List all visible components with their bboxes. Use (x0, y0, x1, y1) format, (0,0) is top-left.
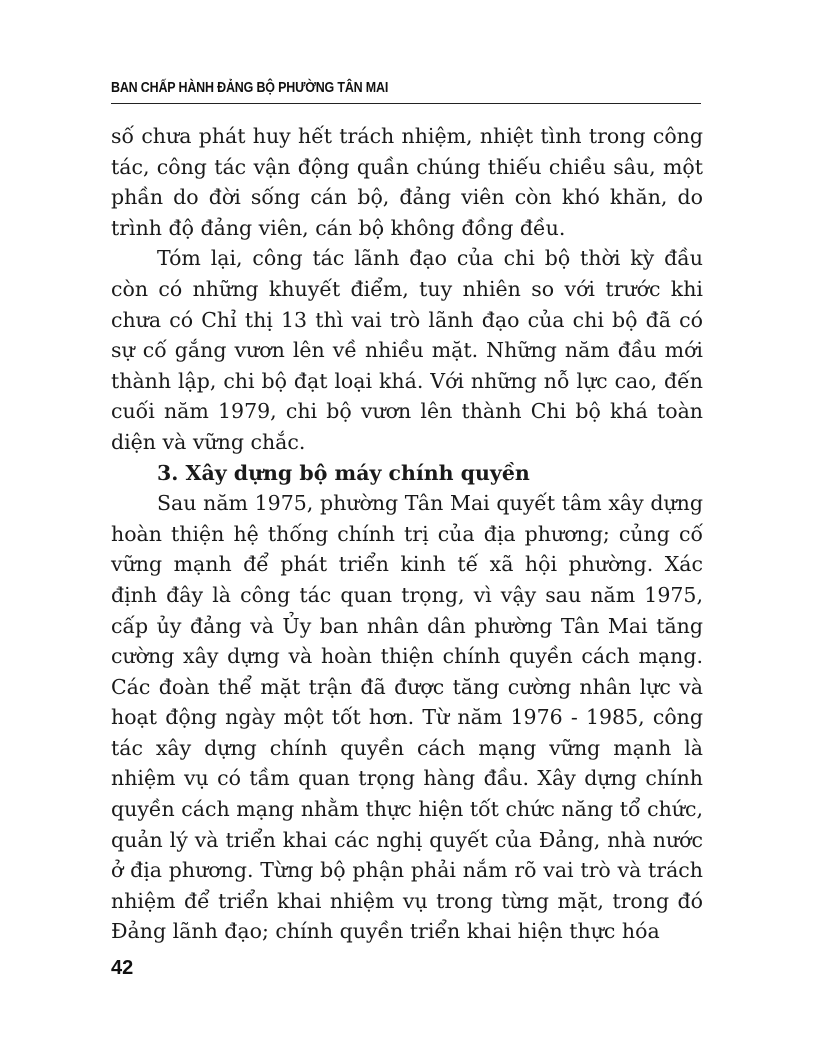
section-heading: 3. Xây dựng bộ máy chính quyền (157, 460, 530, 485)
running-header: BAN CHẤP HÀNH ĐẢNG BỘ PHƯỜNG TÂN MAI (111, 80, 389, 96)
header-rule (111, 103, 701, 104)
paragraph-continuation: số chưa phát huy hết trách nhiệm, nhiệt tình trong công tác, công tác vận động quần chúng thiếu chiều sâu, một phần do đời sống cán bộ, đảng viên còn khó khăn, do trình độ đảng viên, cán bộ không đồng đều. (111, 124, 703, 240)
page-number: 42 (111, 957, 134, 979)
paragraph-government-building: Sau năm 1975, phường Tân Mai quyết tâm xây dựng hoàn thiện hệ thống chính trị của địa phương; củng cố vững mạnh để phát triển kinh tế xã hội phường. Xác định đây là công tác quan trọng, vì vậy sau năm 1975, cấp ủy đảng và Ủy ban nhân dân phường Tân Mai tăng cường xây dựng và hoàn thiện chính quyền cách mạng. Các đoàn thể mặt trận đã được tăng cường nhân lực và hoạt động ngày một tốt hơn. Từ năm 1976 - 1985, công tác xây dựng chính quyền cách mạng vững mạnh là nhiệm vụ có tầm quan trọng hàng đầu. Xây dựng chính quyền cách mạng nhằm thực hiện tốt chức năng tổ chức, quản lý và triển khai các nghị quyết của Đảng, nhà nước ở địa phương. Từng bộ phận phải nắm rõ vai trò và trách nhiệm để triển khai nhiệm vụ trong từng mặt, trong đó Đảng lãnh đạo; chính quyền triển khai hiện thực hóa (111, 491, 703, 944)
body-text (111, 121, 703, 947)
paragraph-summary: Tóm lại, công tác lãnh đạo của chi bộ thời kỳ đầu còn có những khuyết điểm, tuy nhiên so với trước khi chưa có Chỉ thị 13 thì vai trò lãnh đạo của chi bộ đã có sự cố gắng vươn lên về nhiều mặt. Những năm đầu mới thành lập, chi bộ đạt loại khá. Với những nỗ lực cao, đến cuối năm 1979, chi bộ vươn lên thành Chi bộ khá toàn diện và vững chắc. (111, 246, 703, 454)
